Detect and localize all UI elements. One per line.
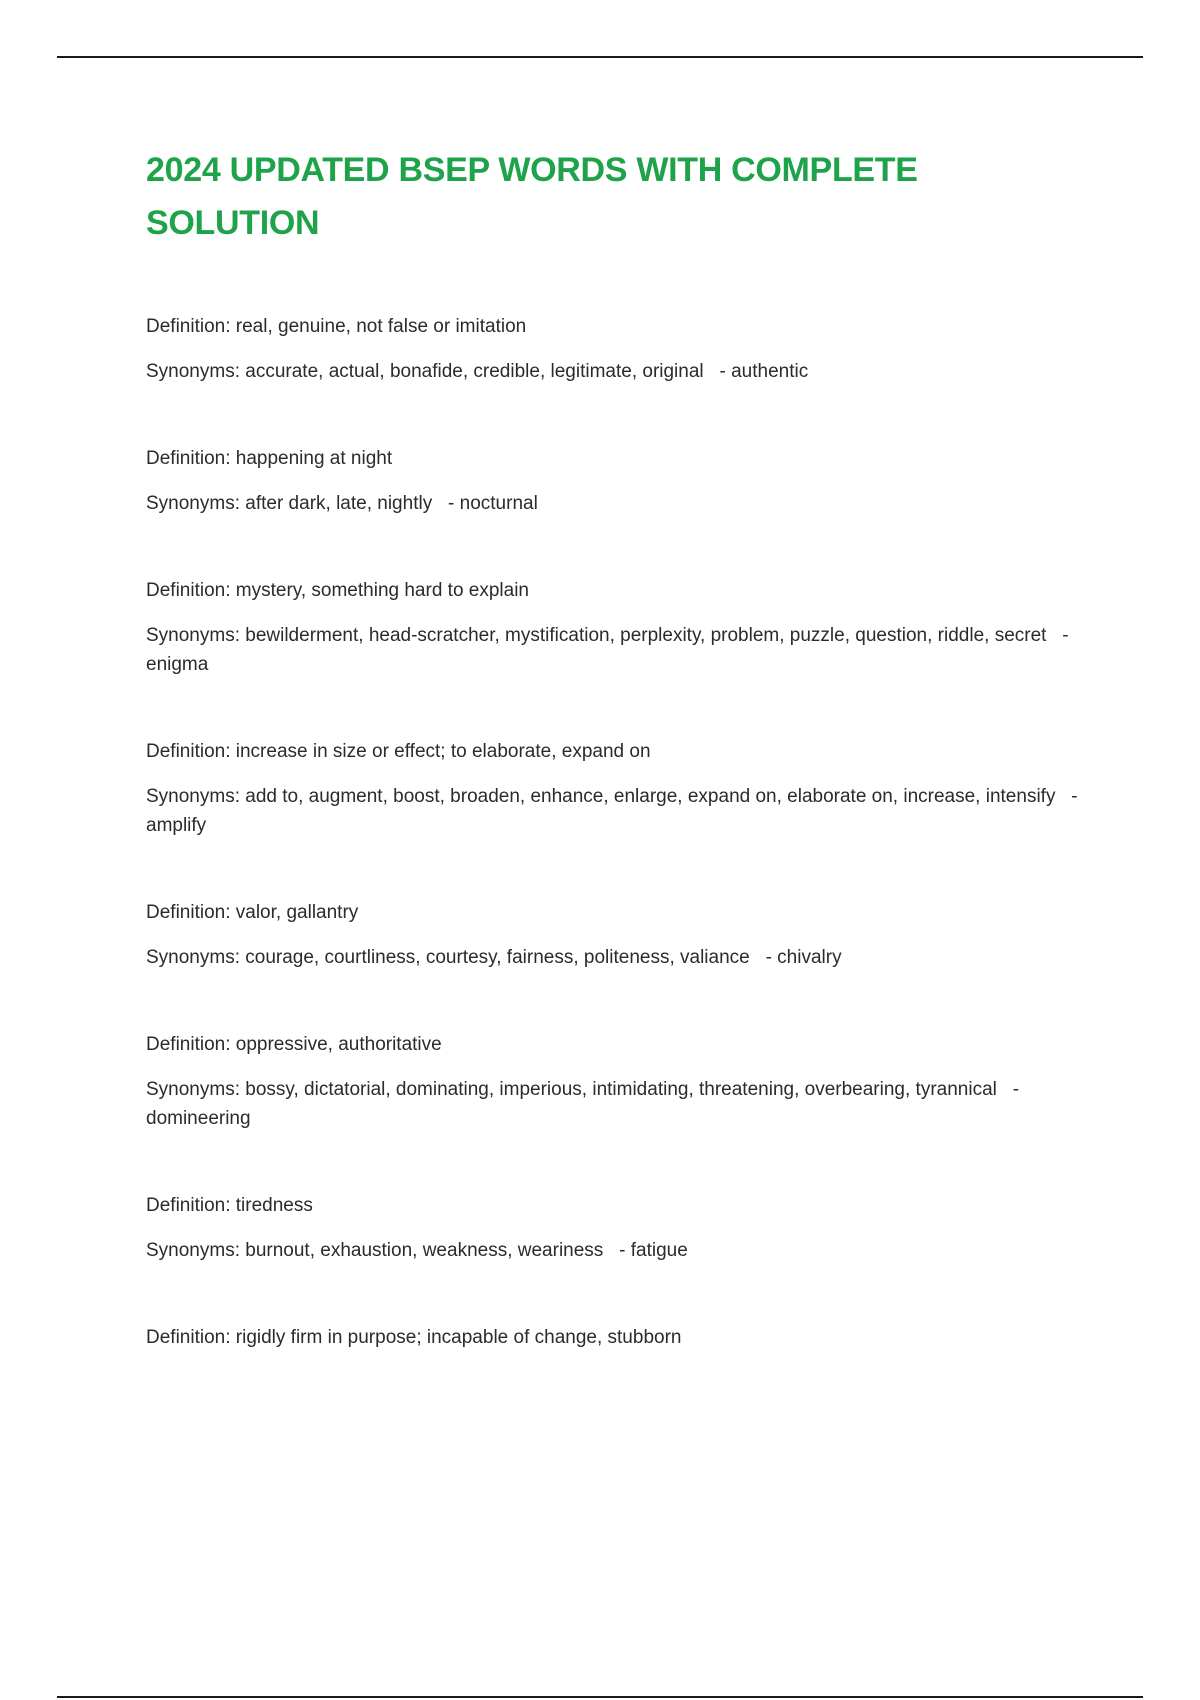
definition-text: Definition: mystery, something hard to explain <box>146 580 529 601</box>
synonyms-text: Synonyms: bossy, dictatorial, dominating, imperious, intimidating, threatening, overbearing, tyrannical <box>146 1079 997 1100</box>
synonyms-text: Synonyms: courage, courtliness, courtesy, fairness, politeness, valiance <box>146 947 750 968</box>
term-text: - authentic <box>719 361 809 382</box>
document-title: 2024 UPDATED BSEP WORDS WITH COMPLETE SOLUTION <box>146 151 918 242</box>
term-text: - chivalry <box>765 947 842 968</box>
synonyms-line <box>146 943 1096 972</box>
synonyms-line <box>146 621 1096 679</box>
header-rule <box>57 56 1143 58</box>
term-text: - enigma <box>146 625 1069 675</box>
list-item <box>146 1030 1096 1133</box>
definition-text: Definition: real, genuine, not false or imitation <box>146 316 527 337</box>
list-item <box>146 898 1096 972</box>
synonyms-text: Synonyms: burnout, exhaustion, weakness, weariness <box>146 1240 604 1261</box>
definition-text: Definition: tiredness <box>146 1195 313 1216</box>
term-text: - amplify <box>146 786 1078 836</box>
list-item <box>146 312 1096 386</box>
synonyms-text: Synonyms: accurate, actual, bonafide, credible, legitimate, original <box>146 361 704 382</box>
list-item <box>146 737 1096 840</box>
definition-text: Definition: increase in size or effect; to elaborate, expand on <box>146 741 651 762</box>
term-text: - domineering <box>146 1079 1020 1129</box>
synonyms-text: Synonyms: add to, augment, boost, broaden, enhance, enlarge, expand on, elaborate on, increase, intensify <box>146 786 1056 807</box>
entry-list <box>146 312 1096 1352</box>
synonyms-text: Synonyms: bewilderment, head-scratcher, mystification, perplexity, problem, puzzle, question, riddle, secret <box>146 625 1047 646</box>
synonyms-line <box>146 357 1096 386</box>
document-body <box>146 144 1096 1410</box>
list-item <box>146 1191 1096 1265</box>
list-item <box>146 576 1096 679</box>
term-text: - fatigue <box>619 1240 688 1261</box>
definition-text: Definition: happening at night <box>146 448 393 469</box>
footer-rule <box>57 1696 1143 1698</box>
synonyms-text: Synonyms: after dark, late, nightly <box>146 493 433 514</box>
definition-text: Definition: oppressive, authoritative <box>146 1034 442 1055</box>
definition-text: Definition: valor, gallantry <box>146 902 359 923</box>
synonyms-line <box>146 1236 1096 1265</box>
synonyms-line <box>146 1075 1096 1133</box>
synonyms-line <box>146 782 1096 840</box>
term-text: - nocturnal <box>448 493 538 514</box>
list-item <box>146 1323 1096 1352</box>
synonyms-line <box>146 489 1096 518</box>
list-item <box>146 444 1096 518</box>
definition-text: Definition: rigidly firm in purpose; incapable of change, stubborn <box>146 1327 682 1348</box>
